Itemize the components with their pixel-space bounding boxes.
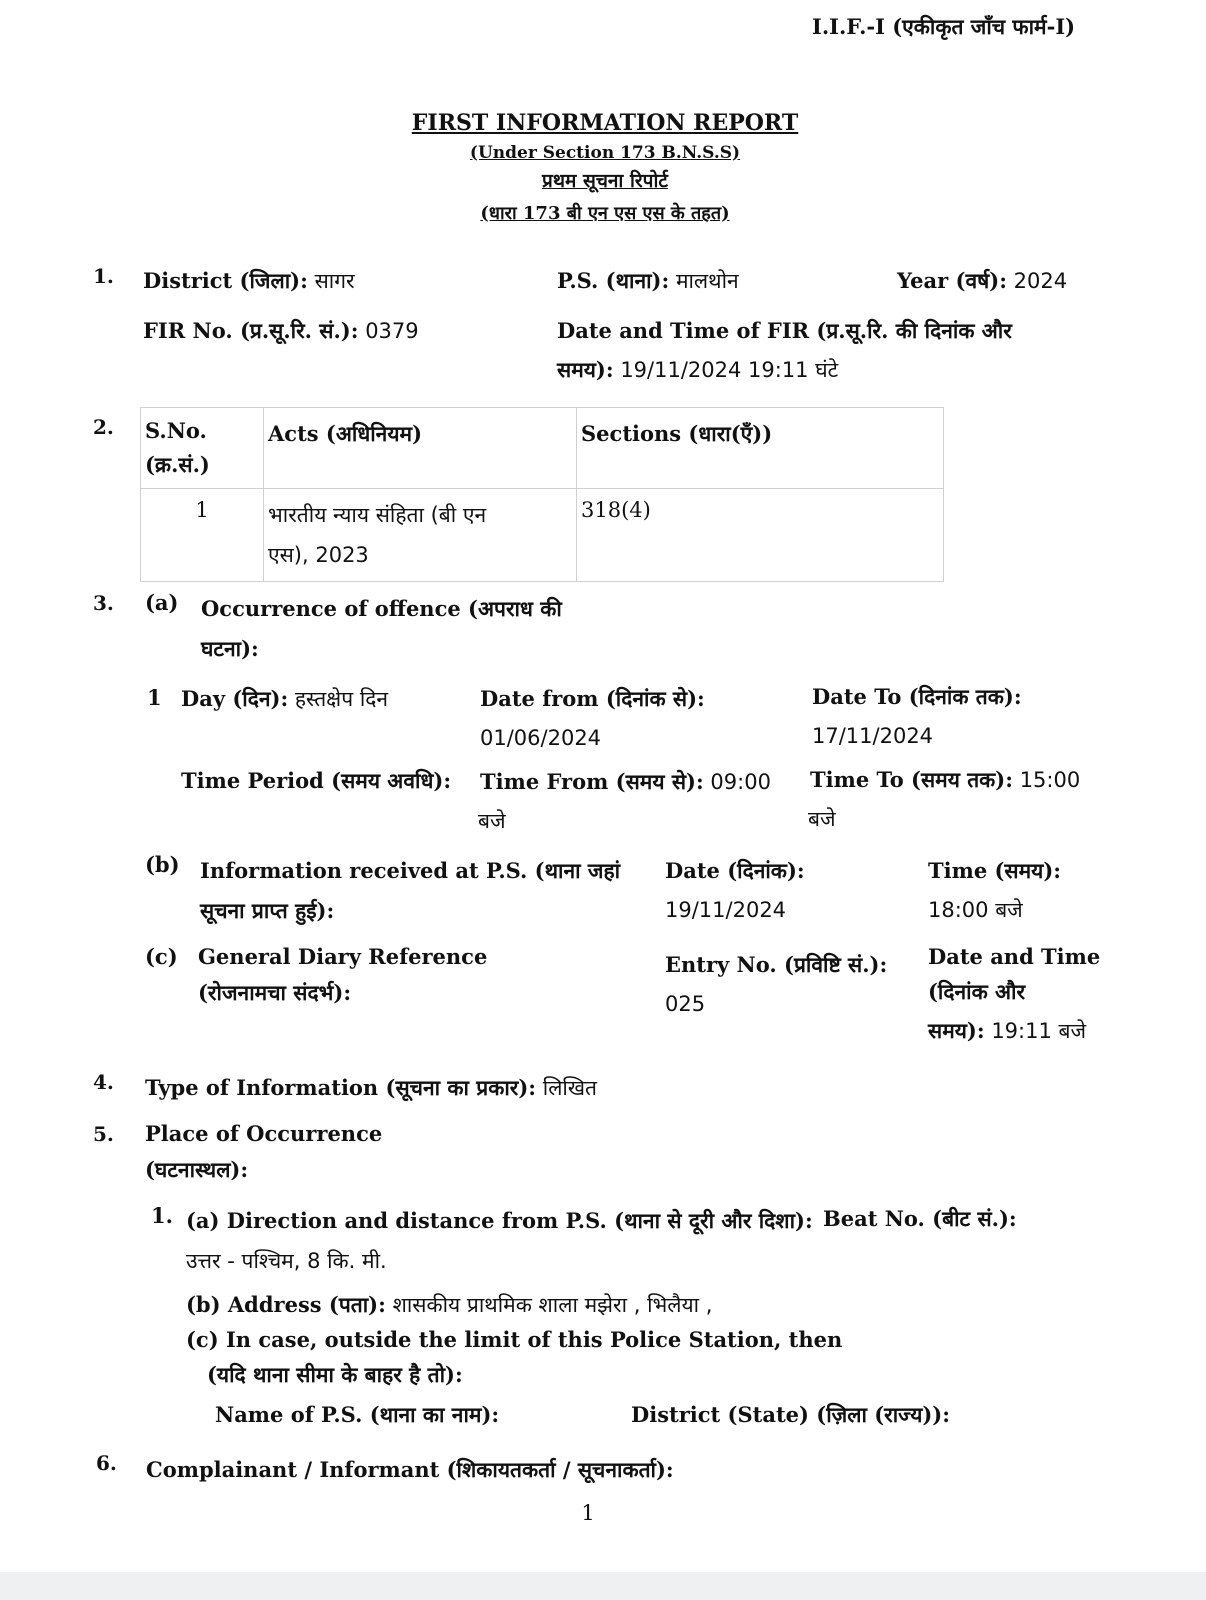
sub-b-marker: (b) <box>145 852 180 877</box>
ps-value: मालथोन <box>675 269 739 293</box>
time-to-label: Time To (समय तक): <box>810 767 1013 792</box>
occurrence-item-number: 1 <box>147 685 162 710</box>
diary-datetime-label: Date and Time <box>928 944 1101 969</box>
info-received-label: Information received at P.S. (थाना जहां <box>200 858 621 883</box>
address-field <box>186 1292 712 1318</box>
time-to-field <box>810 767 1080 793</box>
diary-datetime-field <box>928 1018 1086 1044</box>
section-5-number: 5. <box>93 1122 114 1146</box>
acts-table-header <box>141 408 944 489</box>
place-label: Place of Occurrence <box>145 1121 383 1146</box>
row-act <box>264 489 577 582</box>
ps-name-label: Name of P.S. (थाना का नाम): <box>215 1402 500 1427</box>
sno-header-line1: S.No. <box>145 418 207 443</box>
info-received-label-2: सूचना प्राप्त हुई): <box>200 898 335 923</box>
entry-no-value: 025 <box>665 992 706 1016</box>
sno-header-line2: (क्र.सं.) <box>145 452 210 477</box>
section-6-number: 6. <box>96 1451 117 1475</box>
time-to-value: 15:00 <box>1019 768 1081 792</box>
sub-a-marker: (a) <box>145 590 179 615</box>
district-field <box>143 268 355 294</box>
district-label: District (जिला): <box>143 268 308 293</box>
address-value: शासकीय प्राथमिक शाला मझेरा , भिलैया , <box>392 1293 713 1317</box>
district-value: सागर <box>314 269 355 293</box>
year-label: Year (वर्ष): <box>897 268 1007 293</box>
section-4-number: 4. <box>93 1070 114 1094</box>
outside-limit-label: (c) In case, outside the limit of this Police Station, then <box>186 1327 843 1352</box>
date-to-label: Date To (दिनांक तक): <box>812 684 1022 709</box>
date-from-label: Date from (दिनांक से): <box>480 686 705 711</box>
day-label: Day (दिन): <box>181 686 289 711</box>
diary-ref-label-2: (रोजनामचा संदर्भ): <box>198 980 352 1005</box>
time-to-unit: बजे <box>808 807 836 831</box>
fir-datetime-field <box>557 357 838 383</box>
place-label-2: (घटनास्थल): <box>145 1157 249 1182</box>
time-from-value: 09:00 <box>710 770 771 794</box>
fir-datetime-value: 19/11/2024 19:11 घंटे <box>620 358 839 382</box>
occurrence-label-2: घटना): <box>201 636 259 661</box>
fir-no-value: 0379 <box>365 319 419 343</box>
fir-no-field <box>143 318 419 344</box>
ps-field <box>557 268 739 294</box>
report-subtitle-hindi: (धारा 173 बी एन एस एस के तहत) <box>480 203 730 224</box>
acts-header: Acts (अधिनियम) <box>264 408 577 489</box>
fir-no-label: FIR No. (प्र.सू.रि. सं.): <box>143 318 359 343</box>
beat-no-label: Beat No. (बीट सं.): <box>823 1206 1017 1231</box>
outside-limit-label-2: (यदि थाना सीमा के बाहर है तो): <box>207 1362 463 1387</box>
time-from-unit: बजे <box>478 809 506 833</box>
row-act-line2: एस), 2023 <box>268 543 369 567</box>
ps-label: P.S. (थाना): <box>557 268 670 293</box>
complainant-label: Complainant / Informant (शिकायतकर्ता / सूचनाकर्ता): <box>146 1457 674 1482</box>
page-number: 1 <box>581 1501 595 1525</box>
info-time-value: 18:00 बजे <box>928 898 1023 922</box>
table-row <box>141 489 944 582</box>
info-date-label: Date (दिनांक): <box>665 858 805 883</box>
fir-datetime-label: Date and Time of FIR (प्र.सू.रि. की दिनांक और <box>557 318 1012 343</box>
entry-no-label: Entry No. (प्रविष्टि सं.): <box>665 952 888 977</box>
fir-datetime-label-2: समय): <box>557 357 614 382</box>
year-value: 2024 <box>1013 269 1068 293</box>
sub-c-marker: (c) <box>145 944 178 969</box>
info-type-value: लिखित <box>542 1076 598 1100</box>
report-title-hindi: प्रथम सूचना रिपोर्ट <box>542 170 668 192</box>
info-type-label: Type of Information (सूचना का प्रकार): <box>145 1075 537 1100</box>
date-from-value: 01/06/2024 <box>480 726 602 750</box>
report-subtitle: (Under Section 173 B.N.S.S) <box>469 143 741 163</box>
day-value: हस्तक्षेप दिन <box>294 687 389 711</box>
form-id: I.I.F.-I (एकीकृत जाँच फार्म-I) <box>812 14 1076 39</box>
address-label: (b) Address (पता): <box>186 1292 386 1317</box>
report-title: FIRST INFORMATION REPORT <box>411 110 799 136</box>
info-type-field <box>145 1075 597 1101</box>
diary-datetime-label-3: समय): <box>928 1018 985 1043</box>
row-sno: 1 <box>141 489 264 582</box>
place-item-number: 1. <box>151 1203 173 1228</box>
acts-table <box>140 407 944 582</box>
sno-header <box>141 408 264 489</box>
time-from-field <box>480 769 771 795</box>
direction-value: उत्तर - पश्चिम, 8 कि. मी. <box>186 1249 387 1273</box>
year-field <box>897 268 1067 294</box>
info-date-value: 19/11/2024 <box>665 898 787 922</box>
section-3-number: 3. <box>93 591 114 615</box>
section-2-number: 2. <box>93 415 114 439</box>
sections-header: Sections (धारा(एँ)) <box>577 408 944 489</box>
time-from-label: Time From (समय से): <box>480 769 704 794</box>
diary-ref-label: General Diary Reference <box>198 944 488 969</box>
diary-datetime-value: 19:11 बजे <box>991 1019 1087 1043</box>
viewer-bottom-band <box>0 1572 1206 1600</box>
date-to-value: 17/11/2024 <box>812 724 934 748</box>
section-1-number: 1. <box>93 264 114 288</box>
row-section: 318(4) <box>577 489 944 582</box>
row-act-line1: भारतीय न्याय संहिता (बी एन <box>268 503 487 527</box>
direction-label: (a) Direction and distance from P.S. (थाना से दूरी और दिशा): <box>186 1208 813 1233</box>
day-field <box>181 686 388 712</box>
info-time-label: Time (समय): <box>928 858 1062 883</box>
diary-datetime-label-2: (दिनांक और <box>928 979 1026 1004</box>
occurrence-label: Occurrence of offence (अपराध की <box>201 596 562 621</box>
time-period-label: Time Period (समय अवधि): <box>181 768 452 793</box>
district-state-label: District (State) (ज़िला (राज्य)): <box>631 1402 950 1427</box>
